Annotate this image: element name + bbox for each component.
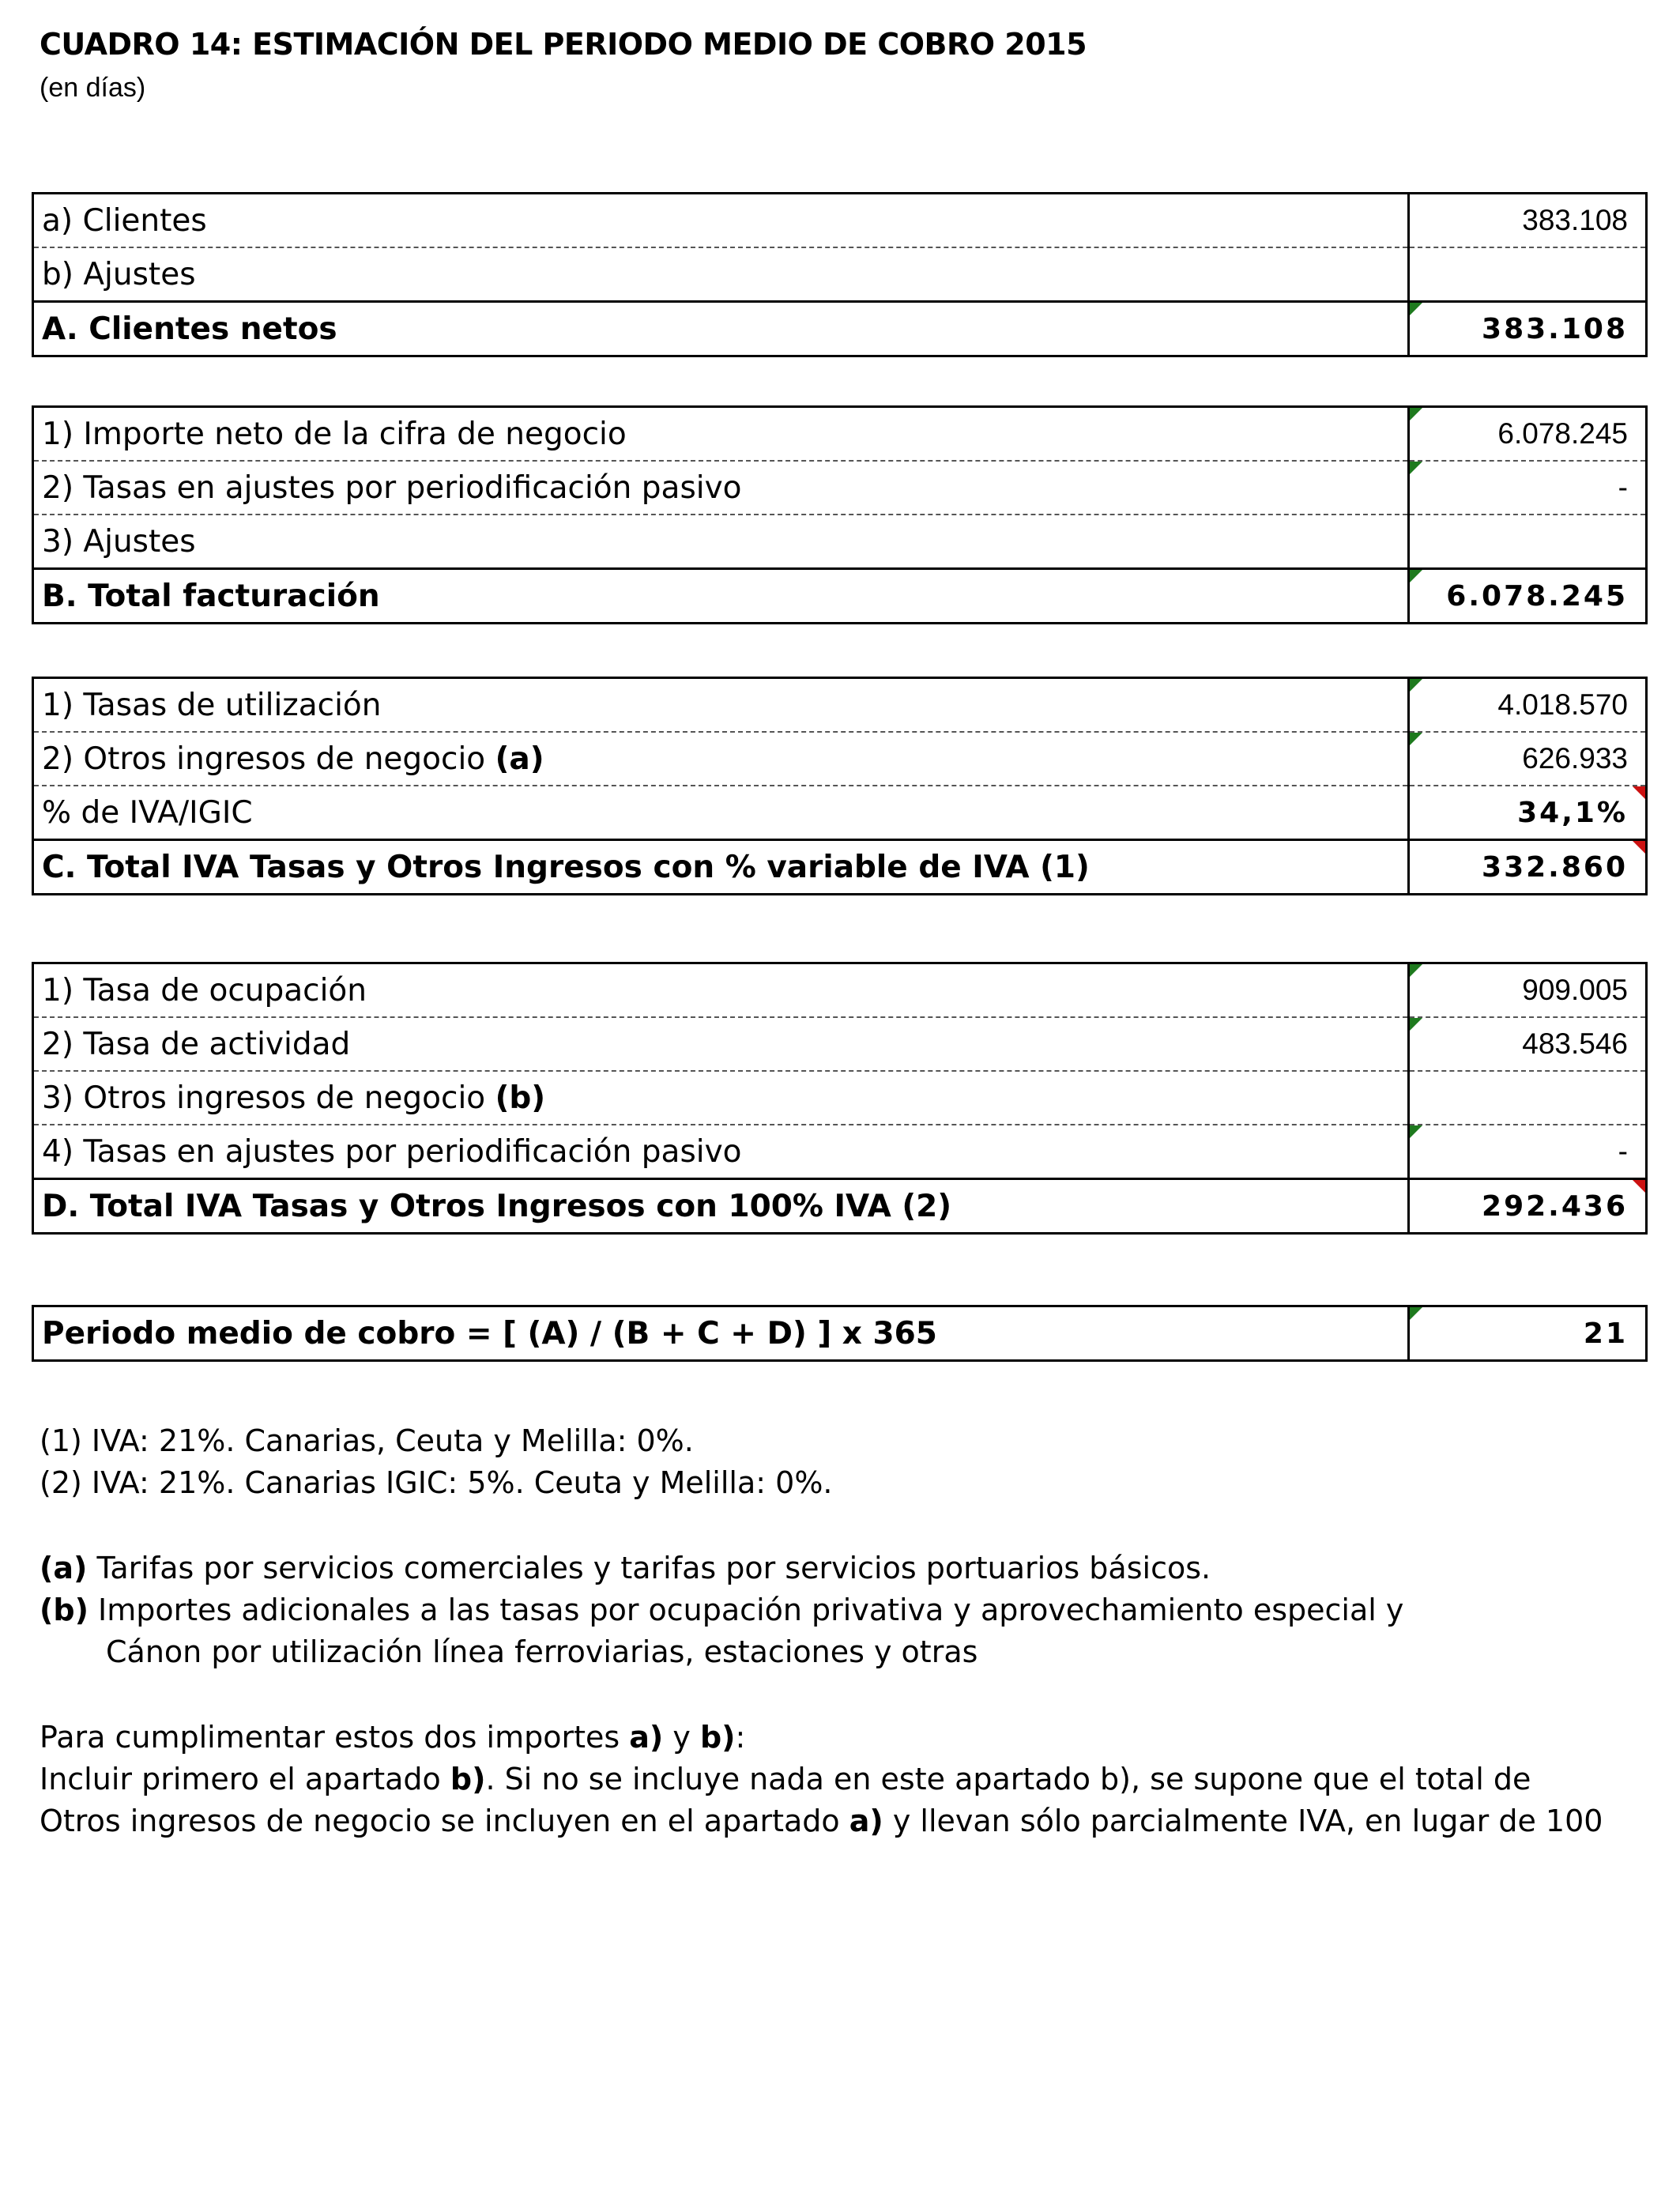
row-value[interactable] [1409,1017,1647,1071]
total-value[interactable] [1409,840,1647,895]
total-row [33,302,1647,356]
footnote-1: (1) IVA: 21%. Canarias, Ceuta y Melilla: 0%. [40,1423,694,1458]
instruction-line-2 [40,1759,1603,1800]
cell-value: 383.108 [1522,204,1628,236]
instruction-text: Para cumplimentar estos dos importes [40,1720,630,1755]
cell-value: 4.018.570 [1497,688,1628,721]
footnote-2: (2) IVA: 21%. Canarias IGIC: 5%. Ceuta y Melilla: 0%. [40,1465,833,1500]
total-label: C. Total IVA Tasas y Otros Ingresos con % variable de IVA (1) [33,840,1409,895]
footnotes [40,1420,833,1504]
instruction-line-3 [40,1800,1603,1842]
row-label: 2) Tasas en ajustes por periodificación pasivo [33,461,1409,515]
cell-value: 332.860 [1482,850,1628,884]
total-row [33,1179,1647,1234]
note-b-continued: Cánon por utilización línea ferroviarias, estaciones y otras [106,1634,978,1669]
table-row [33,515,1647,569]
total-label: A. Clientes netos [33,302,1409,356]
table-row [33,194,1647,248]
comment-indicator-icon [1410,964,1422,977]
comment-indicator-icon [1633,786,1645,799]
table-row [33,678,1647,733]
instruction-key: a) [629,1720,664,1755]
instruction-text: . Si no se incluye nada en este apartado b), se supone que el total de [485,1762,1531,1796]
cell-value: 6.078.245 [1446,579,1628,613]
total-row [33,840,1647,895]
row-value[interactable] [1409,1125,1647,1179]
row-label: a) Clientes [33,194,1409,248]
total-value[interactable] [1409,1306,1647,1361]
cell-value: 909.005 [1522,974,1628,1006]
legend-notes [40,1547,1403,1673]
cell-value: 6.078.245 [1497,417,1628,450]
cell-value: 292.436 [1482,1189,1628,1223]
table-iva-variable [32,677,1648,895]
total-value[interactable] [1409,302,1647,356]
row-label: % de IVA/IGIC [33,786,1409,840]
row-value[interactable] [1409,1071,1647,1125]
note-a [40,1547,1403,1589]
table-row [33,1125,1647,1179]
cell-value: 383.108 [1482,312,1628,345]
row-value[interactable] [1409,515,1647,569]
row-label: 2) Tasa de actividad [33,1017,1409,1071]
cell-value: 21 [1583,1317,1628,1350]
table-periodo-medio-cobro [32,1305,1648,1362]
total-value[interactable] [1409,1179,1647,1234]
table-iva-100 [32,962,1648,1235]
row-label [33,732,1409,786]
row-value[interactable] [1409,786,1647,840]
table-facturacion [32,405,1648,624]
row-value[interactable] [1409,678,1647,733]
page-title: CUADRO 14: ESTIMACIÓN DEL PERIODO MEDIO DE COBRO 2015 [40,27,1087,62]
cell-value: - [1618,471,1628,503]
note-b [40,1589,1403,1631]
cell-value: - [1618,1135,1628,1167]
total-label: D. Total IVA Tasas y Otros Ingresos con 100% IVA (2) [33,1179,1409,1234]
table-row [33,461,1647,515]
cell-value: 483.546 [1522,1027,1628,1060]
row-label [33,1071,1409,1125]
comment-indicator-icon [1633,1180,1645,1193]
cell-value: 34,1% [1517,796,1628,829]
total-row [33,1306,1647,1361]
row-value[interactable] [1409,461,1647,515]
instruction-text: : [735,1720,746,1755]
instruction-key: b) [450,1762,486,1796]
table-row [33,786,1647,840]
comment-indicator-icon [1410,570,1422,582]
comment-indicator-icon [1410,1307,1422,1320]
instruction-line-1 [40,1717,1603,1759]
note-b-key: (b) [40,1593,89,1627]
row-value[interactable] [1409,407,1647,462]
comment-indicator-icon [1410,462,1422,474]
instructions [40,1717,1603,1842]
row-label: 1) Tasas de utilización [33,678,1409,733]
row-value[interactable] [1409,963,1647,1018]
instruction-key: a) [849,1804,883,1838]
comment-indicator-icon [1410,733,1422,745]
cell-value: 626.933 [1522,742,1628,775]
page-subtitle: (en días) [40,73,146,103]
row-label-key: (b) [495,1080,546,1116]
table-row [33,732,1647,786]
table-row [33,1071,1647,1125]
row-label-key: (a) [495,741,544,777]
row-value[interactable] [1409,247,1647,302]
comment-indicator-icon [1410,1125,1422,1138]
instruction-text: Incluir primero el apartado [40,1762,450,1796]
row-value[interactable] [1409,194,1647,248]
table-row [33,407,1647,462]
comment-indicator-icon [1410,1018,1422,1031]
total-value[interactable] [1409,569,1647,624]
row-label-text: 3) Otros ingresos de negocio [42,1080,495,1116]
table-row [33,963,1647,1018]
instruction-text: Otros ingresos de negocio se incluyen en el apartado [40,1804,849,1838]
comment-indicator-icon [1633,841,1645,854]
comment-indicator-icon [1410,679,1422,692]
row-label: 1) Tasa de ocupación [33,963,1409,1018]
table-clientes [32,192,1648,357]
row-label: 3) Ajustes [33,515,1409,569]
comment-indicator-icon [1410,408,1422,420]
row-label-text: 2) Otros ingresos de negocio [42,741,495,777]
row-label: 1) Importe neto de la cifra de negocio [33,407,1409,462]
note-a-key: (a) [40,1551,88,1585]
total-label: Periodo medio de cobro = [ (A) / (B + C + D) ] x 365 [33,1306,1409,1361]
instruction-key: b) [699,1720,736,1755]
instruction-text: y llevan sólo parcialmente IVA, en lugar de 100 [883,1804,1603,1838]
note-b-text: Importes adicionales a las tasas por ocupación privativa y aprovechamiento especial y [88,1593,1404,1627]
row-label: b) Ajustes [33,247,1409,302]
table-row [33,247,1647,302]
row-label: 4) Tasas en ajustes por periodificación pasivo [33,1125,1409,1179]
comment-indicator-icon [1410,303,1422,315]
total-row [33,569,1647,624]
instruction-text: y [663,1720,700,1755]
row-value[interactable] [1409,732,1647,786]
note-a-text: Tarifas por servicios comerciales y tarifas por servicios portuarios básicos. [87,1551,1211,1585]
table-row [33,1017,1647,1071]
total-label: B. Total facturación [33,569,1409,624]
